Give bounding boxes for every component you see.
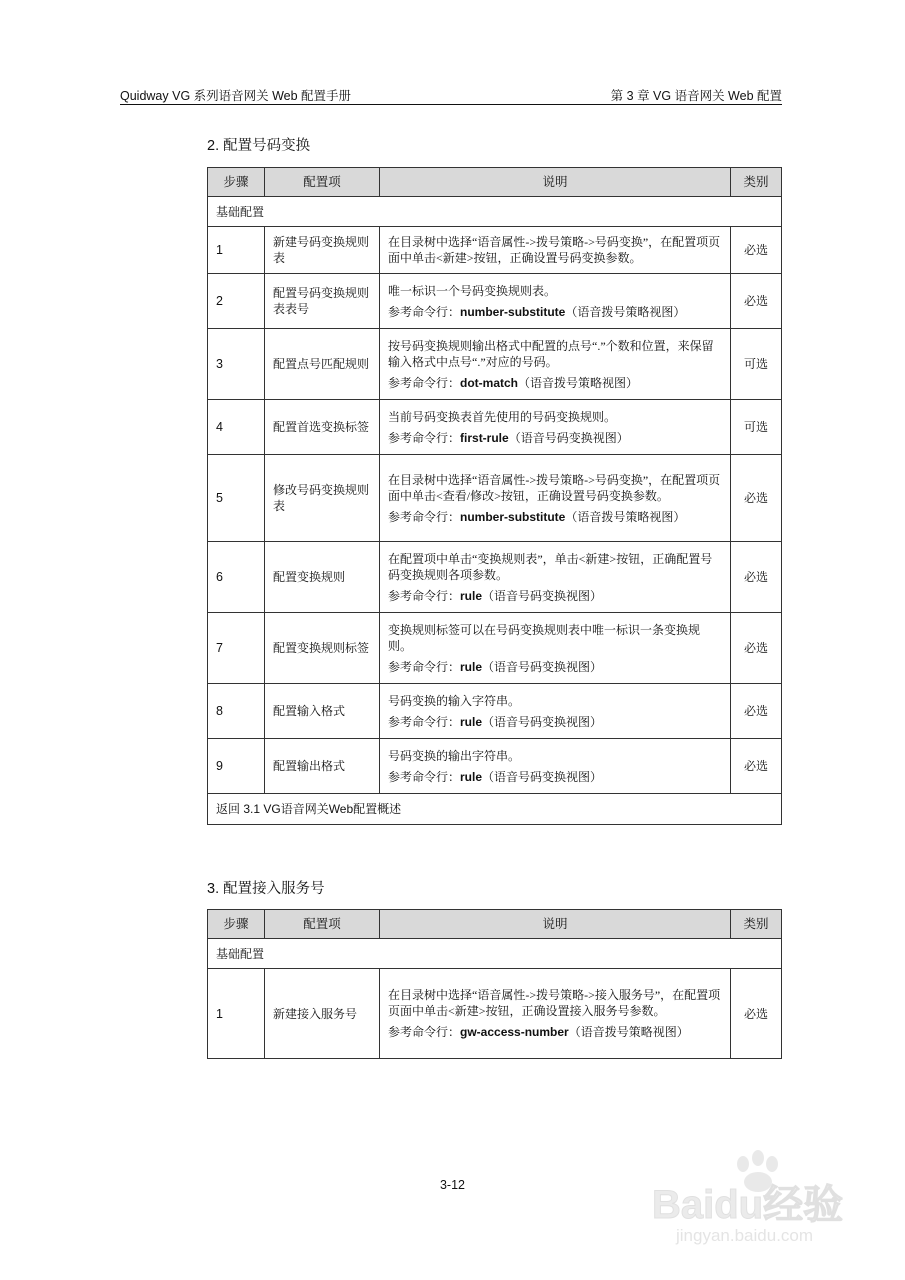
row-step: 3 xyxy=(208,329,265,400)
row-desc-text: 在目录树中选择“语音属性->拨号策略->接入服务号”，在配置项页面中单击<新建>按钮，正确设置接入服务号参数。 xyxy=(388,988,721,1018)
row-step: 9 xyxy=(208,739,265,794)
row-desc xyxy=(380,400,731,455)
row-item: 修改号码变换规则表 xyxy=(265,455,380,542)
row-item: 配置变换规则标签 xyxy=(265,613,380,684)
row-step: 8 xyxy=(208,684,265,739)
header-divider xyxy=(120,104,782,105)
page-header xyxy=(120,86,782,104)
row-item: 配置输入格式 xyxy=(265,684,380,739)
row-item: 配置变换规则 xyxy=(265,542,380,613)
row-desc xyxy=(380,227,731,274)
table-header-row xyxy=(208,168,782,197)
command-name: number-substitute xyxy=(460,509,566,524)
table-header-row xyxy=(208,910,782,939)
row-item: 配置号码变换规则表表号 xyxy=(265,274,380,329)
group-row xyxy=(208,939,782,969)
command-name: gw-access-number xyxy=(460,1025,569,1039)
row-step: 7 xyxy=(208,613,265,684)
group-label: 基础配置 xyxy=(208,197,782,227)
row-type: 必选 xyxy=(731,739,782,794)
table-row xyxy=(208,613,782,684)
row-desc xyxy=(380,274,731,329)
row-type: 可选 xyxy=(731,329,782,400)
row-desc-text: 按号码变换规则输出格式中配置的点号“.”个数和位置，来保留输入格式中点号“.”对应的号码。 xyxy=(388,338,714,369)
row-desc xyxy=(380,542,731,613)
command-name: rule xyxy=(460,588,483,603)
row-type: 必选 xyxy=(731,969,782,1059)
table-row xyxy=(208,455,782,542)
col-item: 配置项 xyxy=(265,168,380,197)
row-type: 必选 xyxy=(731,542,782,613)
row-item: 新建号码变换规则表 xyxy=(265,227,380,274)
row-desc-text: 在配置项中单击“变换规则表”，单击<新建>按钮，正确配置号码变换规则各项参数。 xyxy=(388,551,713,582)
row-ref-command: 参考命令行：rule（语音号码变换视图） xyxy=(388,769,603,784)
col-type: 类别 xyxy=(731,910,782,939)
row-desc-text: 在目录树中选择“语音属性->拨号策略->号码变换”，在配置项页面中单击<查看/修改>按钮，正确设置号码变换参数。 xyxy=(388,472,721,503)
row-ref-command: 参考命令行：first-rule（语音号码变换视图） xyxy=(388,430,629,445)
col-step: 步骤 xyxy=(208,168,265,197)
baidu-jingyan-watermark xyxy=(648,1150,858,1245)
section-2-title: 2. 配置号码变换 xyxy=(207,138,311,154)
access-number-table xyxy=(207,909,782,1059)
row-step: 5 xyxy=(208,455,265,542)
row-item: 新建接入服务号 xyxy=(265,969,380,1059)
row-type: 必选 xyxy=(731,684,782,739)
col-desc: 说明 xyxy=(380,910,731,939)
row-desc xyxy=(380,613,731,684)
row-desc-text: 唯一标识一个号码变换规则表。 xyxy=(388,283,557,298)
row-type: 必选 xyxy=(731,455,782,542)
command-name: rule xyxy=(460,659,483,674)
row-desc-text: 号码变换的输入字符串。 xyxy=(388,693,521,708)
row-item: 配置点号匹配规则 xyxy=(265,329,380,400)
table-row xyxy=(208,542,782,613)
command-name: first-rule xyxy=(460,430,509,445)
row-desc-text: 当前号码变换表首先使用的号码变换规则。 xyxy=(388,409,617,424)
row-ref-command: 参考命令行：number-substitute（语音拨号策略视图） xyxy=(388,509,686,524)
row-ref-command: 参考命令行：dot-match（语音拨号策略视图） xyxy=(388,375,639,390)
number-substitute-table xyxy=(207,167,782,825)
command-name: dot-match xyxy=(460,375,519,390)
watermark-url: jingyan.baidu.com xyxy=(676,1226,814,1245)
table-row xyxy=(208,329,782,400)
row-desc xyxy=(380,455,731,542)
row-desc xyxy=(380,329,731,400)
col-item: 配置项 xyxy=(265,910,380,939)
row-ref-command: 参考命令行：number-substitute（语音拨号策略视图） xyxy=(388,304,686,319)
row-ref-command: 参考命令行：rule（语音号码变换视图） xyxy=(388,588,603,603)
row-type: 必选 xyxy=(731,227,782,274)
row-ref-command: 参考命令行：rule（语音号码变换视图） xyxy=(388,659,603,674)
row-type: 必选 xyxy=(731,274,782,329)
row-step: 1 xyxy=(208,227,265,274)
row-desc-text: 在目录树中选择“语音属性->拨号策略->号码变换”，在配置项页面中单击<新建>按钮，正确设置号码变换参数。 xyxy=(388,235,721,265)
row-step: 2 xyxy=(208,274,265,329)
table-row xyxy=(208,739,782,794)
col-step: 步骤 xyxy=(208,910,265,939)
row-ref-command: 参考命令行：gw-access-number（语音拨号策略视图） xyxy=(388,1025,689,1039)
group-label: 基础配置 xyxy=(208,939,782,969)
col-type: 类别 xyxy=(731,168,782,197)
row-step: 6 xyxy=(208,542,265,613)
table-row xyxy=(208,227,782,274)
row-step: 4 xyxy=(208,400,265,455)
row-step: 1 xyxy=(208,969,265,1059)
row-ref-command: 参考命令行：rule（语音号码变换视图） xyxy=(388,714,603,729)
row-desc xyxy=(380,969,731,1059)
row-item: 配置首选变换标签 xyxy=(265,400,380,455)
row-desc-text: 变换规则标签可以在号码变换规则表中唯一标识一条变换规则。 xyxy=(388,622,701,653)
section-3-title: 3. 配置接入服务号 xyxy=(207,881,325,897)
row-desc-text: 号码变换的输出字符串。 xyxy=(388,748,521,763)
return-row xyxy=(208,794,782,825)
command-name: number-substitute xyxy=(460,304,566,319)
row-desc xyxy=(380,684,731,739)
command-name: rule xyxy=(460,714,483,729)
watermark-brand: Baidu经验 xyxy=(652,1183,844,1227)
row-desc xyxy=(380,739,731,794)
table-row xyxy=(208,274,782,329)
header-right: 第 3 章 VG 语音网关 Web 配置 xyxy=(610,89,782,103)
header-left: Quidway VG 系列语音网关 Web 配置手册 xyxy=(120,89,352,103)
page-number: 3-12 xyxy=(439,1178,466,1192)
table-row xyxy=(208,400,782,455)
table-row xyxy=(208,969,782,1059)
group-row xyxy=(208,197,782,227)
row-type: 可选 xyxy=(731,400,782,455)
return-link[interactable]: 返回 3.1 VG语音网关Web配置概述 xyxy=(208,794,782,825)
row-item: 配置输出格式 xyxy=(265,739,380,794)
table-row xyxy=(208,684,782,739)
command-name: rule xyxy=(460,769,483,784)
row-type: 必选 xyxy=(731,613,782,684)
col-desc: 说明 xyxy=(380,168,731,197)
